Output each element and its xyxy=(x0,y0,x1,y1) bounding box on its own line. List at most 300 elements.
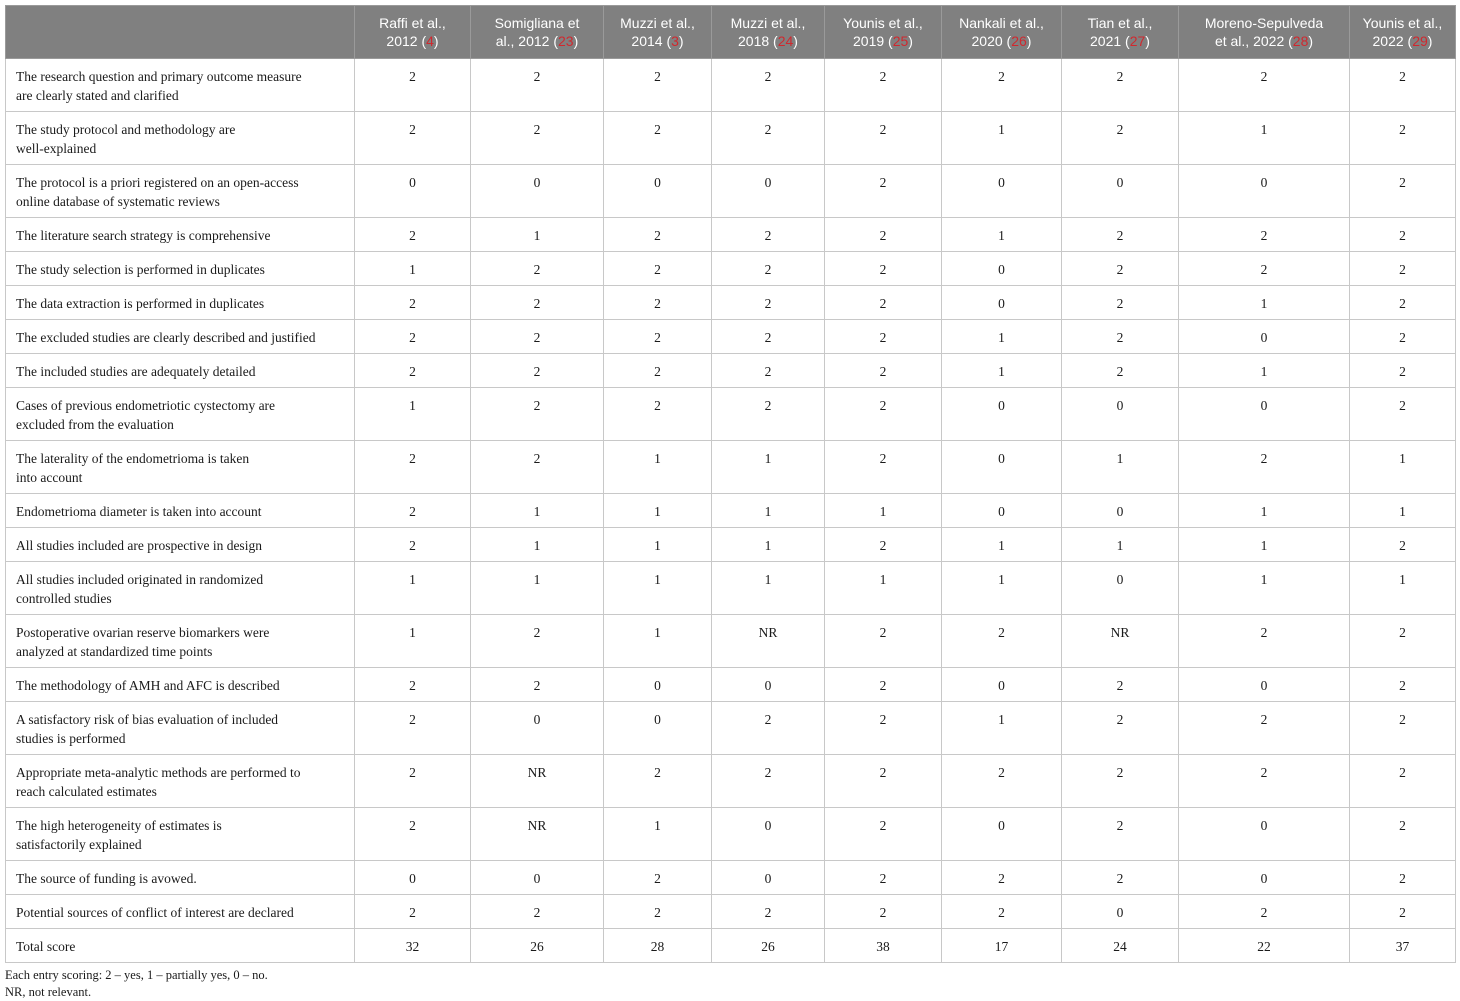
column-header xyxy=(825,6,942,59)
column-year: 2019 ( xyxy=(853,33,893,49)
score-cell: 1 xyxy=(825,494,942,528)
score-cell: 2 xyxy=(825,808,942,861)
score-cell: 0 xyxy=(712,861,825,895)
score-cell: 2 xyxy=(1062,668,1179,702)
score-cell: 1 xyxy=(712,494,825,528)
column-header xyxy=(1350,6,1456,59)
column-paren: ) xyxy=(908,33,913,49)
score-cell: 1 xyxy=(604,615,712,668)
criterion-text: The study selection is performed in duplicates xyxy=(16,262,265,277)
criterion-cell xyxy=(6,388,355,441)
criterion-text: Potential sources of conflict of interest are declared xyxy=(16,905,294,920)
score-cell: 0 xyxy=(712,165,825,218)
criterion-row xyxy=(6,112,1456,165)
criterion-cell xyxy=(6,861,355,895)
score-cell: 0 xyxy=(604,702,712,755)
score-cell: 2 xyxy=(604,112,712,165)
score-cell: 1 xyxy=(471,218,604,252)
criterion-cell xyxy=(6,354,355,388)
score-cell: 1 xyxy=(712,562,825,615)
column-paren: ) xyxy=(1026,33,1032,49)
score-cell: 2 xyxy=(604,59,712,112)
score-cell: 0 xyxy=(1062,562,1179,615)
criterion-text-cont: well-explained xyxy=(16,141,97,156)
score-cell: 0 xyxy=(1062,494,1179,528)
score-cell: 1 xyxy=(1062,528,1179,562)
score-cell: 2 xyxy=(1179,615,1350,668)
criterion-row xyxy=(6,861,1456,895)
criterion-text-cont: studies is performed xyxy=(16,731,126,746)
criterion-row xyxy=(6,388,1456,441)
score-cell: 2 xyxy=(712,112,825,165)
score-cell: 2 xyxy=(471,441,604,494)
reference-link[interactable]: 25 xyxy=(892,33,909,49)
criterion-cell xyxy=(6,808,355,861)
criterion-row xyxy=(6,755,1456,808)
score-cell: 2 xyxy=(1350,528,1456,562)
score-cell: 2 xyxy=(1350,388,1456,441)
score-cell: 2 xyxy=(942,615,1062,668)
criterion-text-cont: analyzed at standardized time points xyxy=(16,644,213,659)
criterion-text-cont: are clearly stated and clarified xyxy=(16,88,179,103)
score-cell: 2 xyxy=(355,441,471,494)
corner-header xyxy=(6,6,355,59)
score-cell: 1 xyxy=(942,354,1062,388)
score-cell: 2 xyxy=(712,702,825,755)
criterion-row xyxy=(6,562,1456,615)
criterion-text: Postoperative ovarian reserve biomarkers were xyxy=(16,625,270,640)
column-year: 2018 ( xyxy=(738,33,778,49)
score-cell: 2 xyxy=(1062,59,1179,112)
score-cell: 2 xyxy=(604,252,712,286)
score-cell: 2 xyxy=(355,895,471,929)
score-cell: 2 xyxy=(471,112,604,165)
score-cell: 2 xyxy=(1350,808,1456,861)
score-cell: 2 xyxy=(1350,668,1456,702)
criterion-text: All studies included originated in randomized xyxy=(16,572,264,587)
criterion-cell xyxy=(6,702,355,755)
criterion-text: Endometrioma diameter is taken into account xyxy=(16,504,262,519)
criterion-row xyxy=(6,59,1456,112)
score-cell: 1 xyxy=(604,528,712,562)
score-cell: 0 xyxy=(1179,320,1350,354)
score-cell: 1 xyxy=(604,562,712,615)
score-cell: 1 xyxy=(1350,494,1456,528)
score-cell: 1 xyxy=(1350,441,1456,494)
criterion-cell xyxy=(6,528,355,562)
score-cell: 2 xyxy=(1350,615,1456,668)
criterion-text-cont: online database of systematic reviews xyxy=(16,194,220,209)
score-cell: 2 xyxy=(825,218,942,252)
score-cell: 2 xyxy=(604,895,712,929)
score-cell: 2 xyxy=(355,286,471,320)
score-cell: 2 xyxy=(1350,286,1456,320)
criterion-cell xyxy=(6,165,355,218)
score-cell: 0 xyxy=(1179,388,1350,441)
score-cell: 1 xyxy=(604,494,712,528)
column-header xyxy=(1179,6,1350,59)
score-cell: 0 xyxy=(942,441,1062,494)
score-cell: 2 xyxy=(942,861,1062,895)
score-cell: 0 xyxy=(712,808,825,861)
score-cell: 2 xyxy=(825,668,942,702)
criterion-row xyxy=(6,320,1456,354)
column-year: 2020 ( xyxy=(971,33,1012,49)
reference-link[interactable]: 29 xyxy=(1412,33,1428,49)
column-header xyxy=(604,6,712,59)
total-score-cell: 37 xyxy=(1350,929,1456,963)
score-cell: 0 xyxy=(1179,808,1350,861)
criterion-cell xyxy=(6,441,355,494)
score-cell: 2 xyxy=(471,286,604,320)
score-cell: 0 xyxy=(1179,668,1350,702)
score-cell: 2 xyxy=(712,755,825,808)
column-header xyxy=(942,6,1062,59)
score-cell: 0 xyxy=(942,252,1062,286)
score-cell: 2 xyxy=(942,59,1062,112)
criterion-text-cont: reach calculated estimates xyxy=(16,784,157,799)
criterion-row xyxy=(6,165,1456,218)
score-cell: 0 xyxy=(712,668,825,702)
score-cell: 2 xyxy=(1062,218,1179,252)
criterion-text: The research question and primary outcome measure xyxy=(16,69,302,84)
score-cell: 1 xyxy=(355,615,471,668)
column-paren: ) xyxy=(433,33,439,49)
score-cell: 2 xyxy=(471,668,604,702)
column-year: 2021 ( xyxy=(1090,33,1130,49)
criterion-text: All studies included are prospective in design xyxy=(16,538,262,553)
column-header xyxy=(712,6,825,59)
score-cell: 1 xyxy=(942,528,1062,562)
score-cell: 2 xyxy=(355,808,471,861)
score-cell: 2 xyxy=(825,165,942,218)
score-cell: 2 xyxy=(355,354,471,388)
score-cell: 1 xyxy=(1179,112,1350,165)
score-cell: 2 xyxy=(604,755,712,808)
reference-link[interactable]: 3 xyxy=(671,33,679,49)
score-cell: 2 xyxy=(825,755,942,808)
score-cell: 0 xyxy=(471,702,604,755)
score-cell: 2 xyxy=(1350,354,1456,388)
total-score-cell: 26 xyxy=(712,929,825,963)
reference-link[interactable]: 24 xyxy=(777,33,794,49)
total-label-cell xyxy=(6,929,355,963)
score-cell: 2 xyxy=(471,354,604,388)
column-year: al., 2012 ( xyxy=(495,33,558,49)
score-cell: 1 xyxy=(1350,562,1456,615)
criterion-text: Appropriate meta-analytic methods are performed to xyxy=(16,765,301,780)
column-header xyxy=(471,6,604,59)
score-cell: 2 xyxy=(712,218,825,252)
criterion-cell xyxy=(6,755,355,808)
score-cell: 2 xyxy=(825,388,942,441)
criterion-row xyxy=(6,286,1456,320)
score-cell: 2 xyxy=(825,441,942,494)
column-author: Younis et al., xyxy=(843,15,923,31)
reference-link[interactable]: 27 xyxy=(1129,33,1146,49)
column-year: 2014 ( xyxy=(631,33,672,49)
score-cell: 2 xyxy=(471,615,604,668)
score-cell: 1 xyxy=(355,388,471,441)
criterion-row xyxy=(6,528,1456,562)
score-cell: 1 xyxy=(942,218,1062,252)
score-cell: 2 xyxy=(1179,895,1350,929)
score-cell: 2 xyxy=(825,861,942,895)
score-cell: 1 xyxy=(604,441,712,494)
table-body xyxy=(6,59,1456,963)
column-author: Younis et al., xyxy=(1362,15,1443,31)
reference-link[interactable]: 26 xyxy=(1011,33,1027,49)
score-cell: 0 xyxy=(355,165,471,218)
score-cell: 2 xyxy=(1062,252,1179,286)
total-score-cell: 22 xyxy=(1179,929,1350,963)
criterion-row xyxy=(6,441,1456,494)
score-cell: 2 xyxy=(825,320,942,354)
score-cell: 1 xyxy=(1179,528,1350,562)
quality-assessment-table xyxy=(5,5,1456,963)
score-cell: 2 xyxy=(1350,755,1456,808)
total-score-cell: 24 xyxy=(1062,929,1179,963)
score-cell: 0 xyxy=(604,165,712,218)
score-cell: 0 xyxy=(942,808,1062,861)
score-cell: 1 xyxy=(942,320,1062,354)
score-cell: 2 xyxy=(825,895,942,929)
score-cell: 2 xyxy=(1062,320,1179,354)
criterion-text-cont: into account xyxy=(16,470,83,485)
score-cell: 2 xyxy=(712,354,825,388)
footnote-nr: NR, not relevant. xyxy=(5,985,92,999)
score-cell: 1 xyxy=(712,528,825,562)
score-cell: 2 xyxy=(604,861,712,895)
score-cell: 2 xyxy=(1350,320,1456,354)
criterion-text: The source of funding is avowed. xyxy=(16,871,197,886)
score-cell: 2 xyxy=(942,755,1062,808)
score-cell: 2 xyxy=(825,354,942,388)
score-cell: 0 xyxy=(942,388,1062,441)
score-cell: 1 xyxy=(355,252,471,286)
score-cell: 2 xyxy=(604,218,712,252)
score-cell: 2 xyxy=(471,320,604,354)
criterion-text-cont: satisfactorily explained xyxy=(16,837,142,852)
score-cell: 2 xyxy=(1350,165,1456,218)
criterion-row xyxy=(6,494,1456,528)
score-cell: 2 xyxy=(471,895,604,929)
score-cell: 2 xyxy=(355,59,471,112)
column-paren: ) xyxy=(1427,33,1433,49)
column-author: Raffi et al., xyxy=(379,15,446,31)
score-cell: 1 xyxy=(604,808,712,861)
criterion-row xyxy=(6,808,1456,861)
score-cell: 0 xyxy=(355,861,471,895)
column-author: Somigliana et xyxy=(494,15,580,31)
total-score-cell: 38 xyxy=(825,929,942,963)
score-cell: 2 xyxy=(471,388,604,441)
score-cell: 1 xyxy=(471,494,604,528)
score-cell: 1 xyxy=(1179,286,1350,320)
criterion-cell xyxy=(6,112,355,165)
column-paren: ) xyxy=(1308,33,1314,49)
score-cell: 2 xyxy=(942,895,1062,929)
total-score-cell: 17 xyxy=(942,929,1062,963)
footnote-scoring: Each entry scoring: 2 – yes, 1 – partially yes, 0 – no. xyxy=(5,968,268,982)
score-cell: 2 xyxy=(355,494,471,528)
criterion-text: Cases of previous endometriotic cystectomy are xyxy=(16,398,276,413)
score-cell: 2 xyxy=(355,112,471,165)
score-cell: 0 xyxy=(1062,895,1179,929)
score-cell: 1 xyxy=(1179,562,1350,615)
score-cell: 2 xyxy=(825,615,942,668)
score-cell: 2 xyxy=(1179,218,1350,252)
score-cell: NR xyxy=(471,808,604,861)
score-cell: 2 xyxy=(471,59,604,112)
score-cell: NR xyxy=(1062,615,1179,668)
score-cell: 2 xyxy=(1350,895,1456,929)
score-cell: 0 xyxy=(1179,861,1350,895)
score-cell: 2 xyxy=(1062,861,1179,895)
criterion-text-cont: controlled studies xyxy=(16,591,112,606)
criterion-text: The high heterogeneity of estimates is xyxy=(16,818,222,833)
column-year: et al., 2022 ( xyxy=(1214,33,1293,49)
criterion-text: A satisfactory risk of bias evaluation of included xyxy=(16,712,279,727)
score-cell: 1 xyxy=(471,562,604,615)
score-cell: 2 xyxy=(604,286,712,320)
score-cell: 0 xyxy=(471,861,604,895)
score-cell: 2 xyxy=(355,702,471,755)
criterion-text-cont: excluded from the evaluation xyxy=(16,417,174,432)
column-year: 2012 ( xyxy=(386,33,427,49)
criterion-cell xyxy=(6,59,355,112)
criterion-text: The laterality of the endometrioma is taken xyxy=(16,451,250,466)
score-cell: 0 xyxy=(942,165,1062,218)
score-cell: 2 xyxy=(1350,702,1456,755)
header-row xyxy=(6,6,1456,59)
score-cell: NR xyxy=(712,615,825,668)
column-paren: ) xyxy=(678,33,684,49)
score-cell: 2 xyxy=(604,388,712,441)
score-cell: 1 xyxy=(1179,354,1350,388)
score-cell: 2 xyxy=(1350,252,1456,286)
score-cell: 1 xyxy=(712,441,825,494)
score-cell: 2 xyxy=(604,354,712,388)
score-cell: 2 xyxy=(825,528,942,562)
column-paren: ) xyxy=(1145,33,1150,49)
criterion-cell xyxy=(6,895,355,929)
score-cell: 1 xyxy=(825,562,942,615)
column-paren: ) xyxy=(573,33,579,49)
score-cell: 2 xyxy=(1350,59,1456,112)
criterion-cell xyxy=(6,320,355,354)
score-cell: 0 xyxy=(942,494,1062,528)
score-cell: 2 xyxy=(355,755,471,808)
total-row xyxy=(6,929,1456,963)
score-cell: 2 xyxy=(1350,218,1456,252)
score-cell: 2 xyxy=(825,112,942,165)
score-cell: 2 xyxy=(1062,755,1179,808)
score-cell: 0 xyxy=(942,668,1062,702)
column-paren: ) xyxy=(793,33,798,49)
score-cell: 2 xyxy=(712,388,825,441)
criterion-text: The methodology of AMH and AFC is described xyxy=(16,678,280,693)
criterion-row xyxy=(6,218,1456,252)
score-cell: 0 xyxy=(1179,165,1350,218)
score-cell: 1 xyxy=(942,562,1062,615)
score-cell: 2 xyxy=(355,218,471,252)
column-author: Muzzi et al., xyxy=(620,15,695,31)
score-cell: 2 xyxy=(825,286,942,320)
total-score-cell: 26 xyxy=(471,929,604,963)
score-cell: 0 xyxy=(1062,165,1179,218)
score-cell: 1 xyxy=(942,112,1062,165)
criterion-text: The excluded studies are clearly described and justified xyxy=(16,330,316,345)
criterion-cell xyxy=(6,668,355,702)
criterion-row xyxy=(6,702,1456,755)
score-cell: 1 xyxy=(471,528,604,562)
score-cell: 1 xyxy=(942,702,1062,755)
score-cell: 1 xyxy=(1062,441,1179,494)
column-header xyxy=(355,6,471,59)
column-author: Tian et al., xyxy=(1087,15,1153,31)
column-author: Nankali et al., xyxy=(959,15,1044,31)
column-author: Muzzi et al., xyxy=(730,15,806,31)
score-cell: 2 xyxy=(1062,286,1179,320)
score-cell: 2 xyxy=(825,702,942,755)
reference-link[interactable]: 4 xyxy=(426,33,434,49)
table-container xyxy=(5,5,1455,1001)
score-cell: 2 xyxy=(1350,861,1456,895)
score-cell: 2 xyxy=(1179,441,1350,494)
criterion-cell xyxy=(6,562,355,615)
score-cell: NR xyxy=(471,755,604,808)
reference-link[interactable]: 23 xyxy=(558,33,574,49)
criterion-row xyxy=(6,354,1456,388)
score-cell: 2 xyxy=(1179,59,1350,112)
criterion-cell xyxy=(6,494,355,528)
score-cell: 2 xyxy=(712,895,825,929)
criterion-text: The included studies are adequately detailed xyxy=(16,364,256,379)
criterion-text: The data extraction is performed in duplicates xyxy=(16,296,265,311)
criterion-cell xyxy=(6,252,355,286)
score-cell: 2 xyxy=(1179,702,1350,755)
criterion-row xyxy=(6,252,1456,286)
score-cell: 2 xyxy=(355,668,471,702)
criterion-row xyxy=(6,615,1456,668)
score-cell: 1 xyxy=(355,562,471,615)
score-cell: 2 xyxy=(712,286,825,320)
score-cell: 1 xyxy=(1179,494,1350,528)
score-cell: 0 xyxy=(604,668,712,702)
criterion-text: The study protocol and methodology are xyxy=(16,122,236,137)
criterion-row xyxy=(6,668,1456,702)
column-header xyxy=(1062,6,1179,59)
criterion-cell xyxy=(6,286,355,320)
score-cell: 2 xyxy=(1179,755,1350,808)
criterion-text: The literature search strategy is comprehensive xyxy=(16,228,271,243)
score-cell: 2 xyxy=(1062,702,1179,755)
score-cell: 0 xyxy=(471,165,604,218)
criterion-cell xyxy=(6,615,355,668)
criterion-row xyxy=(6,895,1456,929)
total-score-cell: 28 xyxy=(604,929,712,963)
criterion-cell xyxy=(6,218,355,252)
score-cell: 2 xyxy=(1062,808,1179,861)
total-score-cell: 32 xyxy=(355,929,471,963)
score-cell: 2 xyxy=(1179,252,1350,286)
reference-link[interactable]: 28 xyxy=(1292,33,1309,49)
score-cell: 2 xyxy=(1350,112,1456,165)
score-cell: 2 xyxy=(712,59,825,112)
score-cell: 0 xyxy=(1062,388,1179,441)
score-cell: 0 xyxy=(942,286,1062,320)
